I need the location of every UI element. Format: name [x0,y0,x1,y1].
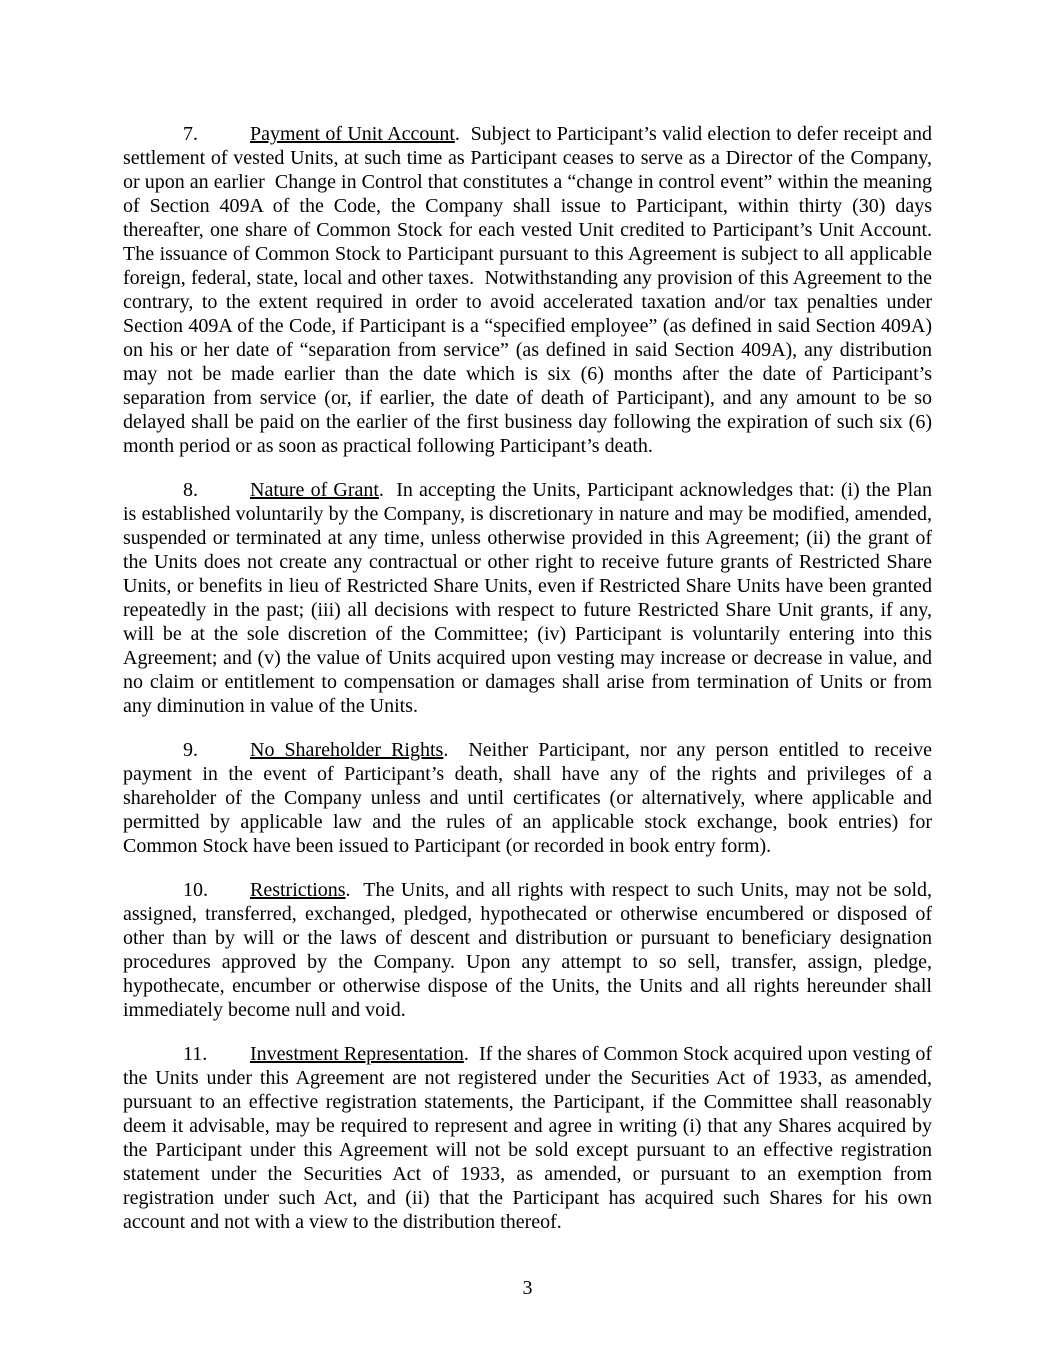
paragraph-body: If the shares of Common Stock acquired upon vesting of the Units under this Agreement are not registered under the Securities Act of 1933, as amended, pursuant to an effective registration statements, the Participant, if the Committee shall reasonably deem it advisable, may be required to represent and agree in writing (i) that any Shares acquired by the Participant under this Agreement will not be sold except pursuant to an effective registration statement under the Securities Act of 1933, as amended, or pursuant to an exemption from registration under such Act, and (ii) that the Participant has acquired such Shares for his own account and not with a view to the distribution thereof. [123,1043,933,1233]
paragraph-number: 9. [183,739,198,761]
heading-period: . [345,879,358,901]
paragraph-number: 10. [183,879,208,901]
paragraph-body: In accepting the Units, Participant acknowledges that: (i) the Plan is established voluntarily by the Company, is discretionary in nature and may be modified, amended, suspended or terminated at any time, unless otherwise provided in this Agreement; (ii) the grant of the Units does not create any contractual or other right to receive future grants of Restricted Share Units, or benefits in lieu of Restricted Share Units, even if Restricted Share Units have been granted repeatedly in the past; (iii) all decisions with respect to future Restricted Share Unit grants, if any, will be at the sole discretion of the Committee; (iv) Participant is voluntarily entering into this Agreement; and (v) the value of Units acquired upon vesting may increase or decrease in value, and no claim or entitlement to compensation or damages shall arise from termination of Units or from any diminution in value of the Units. [123,479,932,717]
section-heading: Restrictions [250,879,346,901]
section-heading: Nature of Grant [250,479,379,501]
page-number: 3 [522,1277,533,1299]
paragraph-body: Neither Participant, nor any person entitled to receive payment in the event of Participant’s death, shall have any of the rights and privileges of a shareholder of the Company unless and until certificates (or alternatively, where applicable and permitted by applicable law and the rules of an applicable stock exchange, book entries) for Common Stock have been issued to Participant (or recorded in book entry form). [123,739,933,857]
paragraph-number: 8. [183,479,198,501]
heading-period: . [463,1043,474,1065]
heading-period: . [378,479,391,501]
heading-period: . [443,739,459,761]
heading-period: . [454,123,466,145]
paragraph-no-shareholder-rights [123,738,932,858]
section-heading: Investment Representation [250,1043,464,1065]
paragraph-number: 7. [183,123,198,145]
paragraph-payment-of-unit-account [123,122,932,458]
paragraph-investment-representation [123,1042,932,1234]
paragraph-restrictions [123,878,932,1022]
paragraph-nature-of-grant [123,478,932,718]
section-heading: Payment of Unit Account [250,123,455,145]
paragraph-body: The Units, and all rights with respect to such Units, may not be sold, assigned, transferred, exchanged, pledged, hypothecated or otherwise encumbered or disposed of other than by will or the laws of descent and distribution or pursuant to beneficiary designation procedures approved by the Company. Upon any attempt to so sell, transfer, assign, pledge, hypothecate, encumber or otherwise dispose of the Units, the Units and all rights hereunder shall immediately become null and void. [123,879,933,1021]
section-heading: No Shareholder Rights [250,739,444,761]
paragraph-body: Subject to Participant’s valid election to defer receipt and settlement of vested Units, at such time as Participant ceases to serve as a Director of the Company, or upon an earlier Change in Control that constitutes a “change in control event” within the meaning of Section 409A of the Code, the Company shall issue to Participant, within thirty (30) days thereafter, one share of Common Stock for each vested Unit credited to Participant’s Unit Account. The issuance of Common Stock to Participant pursuant to this Agreement is subject to all applicable foreign, federal, state, local and other taxes. Notwithstanding any provision of this Agreement to the contrary, to the extent required in order to avoid accelerated taxation and/or tax penalties under Section 409A of the Code, if Participant is a “specified employee” (as defined in said Section 409A) on his or her date of “separation from service” (as defined in said Section 409A), any distribution may not be made earlier than the date which is six (6) months after the date of Participant’s separation from service (or, if earlier, the date of death of Participant), and any amount to be so delayed shall be paid on the earlier of the first business day following the expiration of such six (6) month period or as soon as practical following Participant’s death. [123,123,933,457]
paragraph-number: 11. [183,1043,208,1065]
